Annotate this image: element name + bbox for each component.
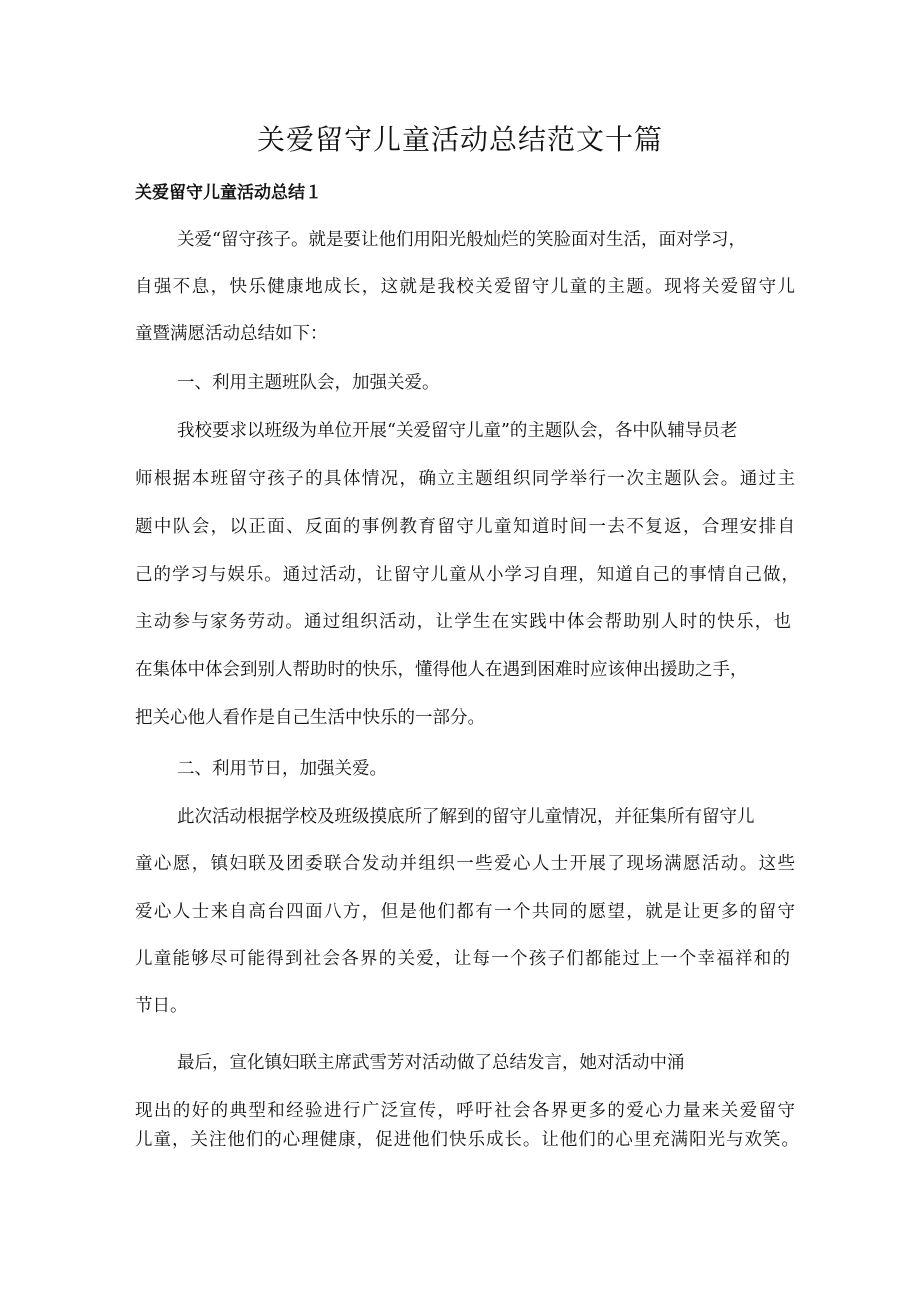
paragraph-line: 关爱“留守孩子。就是要让他们用阳光般灿烂的笑脸面对生活，面对学习， (177, 230, 746, 250)
section-point: 二、利用节日，加强关爱。 (177, 759, 387, 779)
paragraph-line: 师根据本班留守孩子的具体情况，确立主题组织同学举行一次主题队会。通过主 (135, 469, 795, 489)
section-point: 一、利用主题班队会，加强关爱。 (177, 373, 440, 393)
paragraph-line: 在集体中体会到别人帮助时的快乐，懂得他人在遇到困难时应该伸出援助之手， (135, 660, 748, 680)
paragraph-line: 主动参与家务劳动。通过组织活动，让学生在实践中体会帮助别人时的快乐，也 (135, 612, 791, 632)
paragraph-line: 儿童能够尽可能得到社会各界的关爱，让每一个孩子们都能过上一个幸福祥和的 (135, 949, 790, 969)
document-title: 关爱留守儿童活动总结范文十篇 (256, 123, 663, 156)
paragraph-line: 童暨满愿活动总结如下： (135, 324, 328, 344)
paragraph-line: 题中队会，以正面、反面的事例教育留守儿童知道时间一去不复返，合理安排自 (135, 517, 795, 537)
paragraph-line: 我校要求以班级为单位开展“关爱留守儿童”的主题队会，各中队辅导员老 (177, 421, 738, 441)
paragraph-line: 自强不息，快乐健康地成长，这就是我校关爱留守儿童的主题。现将关爱留守儿 (135, 277, 795, 297)
paragraph-line: 最后，宣化镇妇联主席武雪芳对活动做了总结发言，她对活动中涌 (177, 1053, 685, 1073)
paragraph-line: 把关心他人看作是自己生活中快乐的一部分。 (135, 708, 485, 728)
paragraph-line: 节日。 (135, 996, 188, 1016)
paragraph-line: 己的学习与娱乐。通过活动，让留守儿童从小学习自理，知道自己的事情自己做， (135, 565, 799, 585)
section-heading: 关爱留守儿童活动总结１ (135, 183, 322, 203)
paragraph-line: 现出的好的典型和经验进行广泛宣传，呼吁社会各界更多的爱心力量来关爱留守 (135, 1101, 795, 1121)
paragraph-line: 儿童，关注他们的心理健康，促进他们快乐成长。让他们的心里充满阳光与欢笑。 (135, 1130, 799, 1150)
paragraph-line: 爱心人士来自高台四面八方，但是他们都有一个共同的愿望，就是让更多的留守 (135, 902, 795, 922)
paragraph-line: 童心愿，镇妇联及团委联合发动并组织一些爱心人士开展了现场满愿活动。这些 (135, 854, 795, 874)
paragraph-line: 此次活动根据学校及班级摸底所了解到的留守儿童情况，并征集所有留守儿 (177, 807, 755, 827)
